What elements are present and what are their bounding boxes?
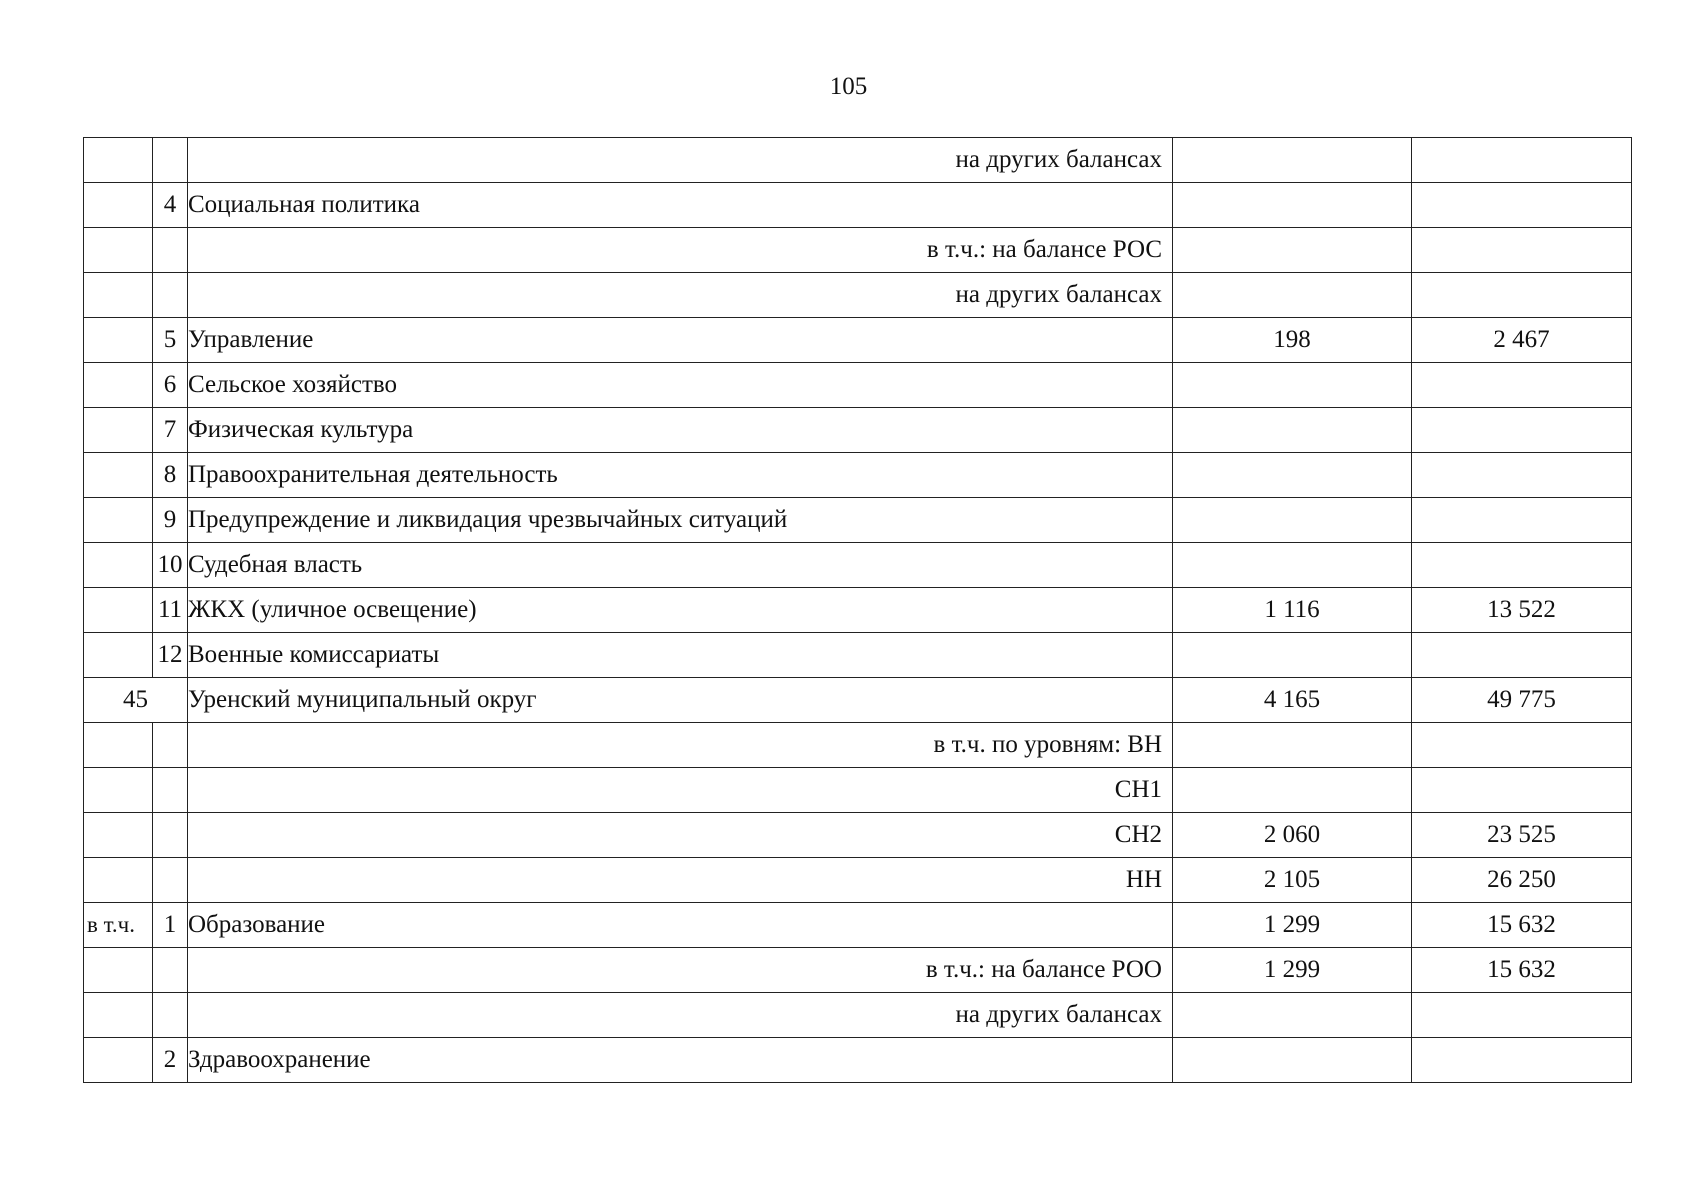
row-value1-cell — [1173, 273, 1412, 318]
row-name-cell: Правоохранительная деятельность — [188, 453, 1173, 498]
row-name-cell: НН — [188, 858, 1173, 903]
row-value2-cell: 26 250 — [1412, 858, 1632, 903]
row-name-cell: в т.ч.: на балансе РОО — [188, 948, 1173, 993]
page-number: 105 — [829, 73, 868, 100]
row-number-cell — [153, 723, 188, 768]
row-value2-cell — [1412, 183, 1632, 228]
table-row — [84, 903, 1632, 948]
row-value2-cell — [1412, 543, 1632, 588]
table-row — [84, 678, 1632, 723]
row-value2-cell — [1412, 1038, 1632, 1083]
row-value1-cell: 4 165 — [1173, 678, 1412, 723]
row-value1-cell — [1173, 453, 1412, 498]
row-value1-cell — [1173, 543, 1412, 588]
row-number-cell — [153, 858, 188, 903]
row-group-cell — [84, 768, 153, 813]
row-number-cell: 8 — [153, 453, 188, 498]
row-value2-cell — [1412, 768, 1632, 813]
row-value2-cell — [1412, 633, 1632, 678]
row-name-cell: Управление — [188, 318, 1173, 363]
row-value1-cell: 2 105 — [1173, 858, 1412, 903]
row-group-cell — [84, 228, 153, 273]
row-number-cell — [153, 813, 188, 858]
row-value2-cell — [1412, 408, 1632, 453]
row-value1-cell: 1 299 — [1173, 948, 1412, 993]
row-value1-cell — [1173, 633, 1412, 678]
row-name-cell: Образование — [188, 903, 1173, 948]
row-number-cell: 1 — [153, 903, 188, 948]
row-number-cell: 4 — [153, 183, 188, 228]
row-value2-cell — [1412, 723, 1632, 768]
row-value2-cell: 23 525 — [1412, 813, 1632, 858]
row-value2-cell — [1412, 993, 1632, 1038]
table-row — [84, 948, 1632, 993]
row-number-cell — [153, 948, 188, 993]
row-value2-cell: 15 632 — [1412, 948, 1632, 993]
table-row — [84, 498, 1632, 543]
row-value1-cell: 1 299 — [1173, 903, 1412, 948]
table-row — [84, 273, 1632, 318]
table-row — [84, 453, 1632, 498]
row-value1-cell — [1173, 183, 1412, 228]
row-name-cell: Социальная политика — [188, 183, 1173, 228]
row-number-cell — [153, 138, 188, 183]
row-number-cell: 10 — [153, 543, 188, 588]
row-number-cell: 11 — [153, 588, 188, 633]
row-name-cell: СН2 — [188, 813, 1173, 858]
row-number-cell — [153, 273, 188, 318]
row-name-cell: в т.ч. по уровням: ВН — [188, 723, 1173, 768]
table-row — [84, 633, 1632, 678]
row-group-cell — [84, 453, 153, 498]
row-number-cell: 2 — [153, 1038, 188, 1083]
row-number-cell: 7 — [153, 408, 188, 453]
row-name-cell: в т.ч.: на балансе РОС — [188, 228, 1173, 273]
table-row — [84, 228, 1632, 273]
row-value1-cell — [1173, 228, 1412, 273]
row-number-cell — [153, 993, 188, 1038]
row-group-cell — [84, 1038, 153, 1083]
row-group-cell — [84, 498, 153, 543]
row-group-cell: 45 — [84, 678, 188, 723]
row-group-cell — [84, 813, 153, 858]
row-value1-cell: 198 — [1173, 318, 1412, 363]
row-group-cell — [84, 138, 153, 183]
row-value1-cell — [1173, 768, 1412, 813]
row-value1-cell: 2 060 — [1173, 813, 1412, 858]
row-group-cell — [84, 723, 153, 768]
row-group-cell — [84, 408, 153, 453]
row-value1-cell — [1173, 363, 1412, 408]
row-value2-cell — [1412, 273, 1632, 318]
row-number-cell — [153, 228, 188, 273]
row-value1-cell — [1173, 993, 1412, 1038]
row-value2-cell — [1412, 138, 1632, 183]
row-number-cell: 9 — [153, 498, 188, 543]
row-name-cell: Судебная власть — [188, 543, 1173, 588]
row-name-cell: Военные комиссариаты — [188, 633, 1173, 678]
data-table — [83, 137, 1632, 1083]
row-name-cell: Предупреждение и ликвидация чрезвычайных ситуаций — [188, 498, 1173, 543]
row-value1-cell — [1173, 138, 1412, 183]
row-name-cell: ЖКХ (уличное освещение) — [188, 588, 1173, 633]
table-row — [84, 723, 1632, 768]
row-group-cell — [84, 363, 153, 408]
table-row — [84, 318, 1632, 363]
row-value2-cell: 49 775 — [1412, 678, 1632, 723]
row-value2-cell — [1412, 363, 1632, 408]
table-row — [84, 1038, 1632, 1083]
table-row — [84, 768, 1632, 813]
row-name-cell: Уренский муниципальный округ — [188, 678, 1173, 723]
table-row — [84, 858, 1632, 903]
table-row — [84, 183, 1632, 228]
row-group-cell — [84, 948, 153, 993]
table-row — [84, 588, 1632, 633]
row-value1-cell — [1173, 723, 1412, 768]
table-row — [84, 408, 1632, 453]
row-group-cell — [84, 543, 153, 588]
row-group-cell: в т.ч. — [84, 903, 153, 948]
row-value1-cell — [1173, 408, 1412, 453]
row-group-cell — [84, 993, 153, 1038]
row-group-cell — [84, 183, 153, 228]
row-value2-cell — [1412, 228, 1632, 273]
row-name-cell: Сельское хозяйство — [188, 363, 1173, 408]
row-name-cell: на других балансах — [188, 993, 1173, 1038]
row-value1-cell — [1173, 498, 1412, 543]
table-row — [84, 813, 1632, 858]
row-number-cell: 6 — [153, 363, 188, 408]
row-value2-cell: 13 522 — [1412, 588, 1632, 633]
row-group-cell — [84, 588, 153, 633]
row-group-cell — [84, 273, 153, 318]
table-row — [84, 363, 1632, 408]
row-name-cell: Физическая культура — [188, 408, 1173, 453]
row-value1-cell — [1173, 1038, 1412, 1083]
row-group-cell — [84, 858, 153, 903]
row-name-cell: на других балансах — [188, 273, 1173, 318]
table-row — [84, 993, 1632, 1038]
row-value2-cell — [1412, 498, 1632, 543]
row-group-cell — [84, 633, 153, 678]
row-name-cell: Здравоохранение — [188, 1038, 1173, 1083]
table-body — [84, 138, 1632, 1083]
row-name-cell: на других балансах — [188, 138, 1173, 183]
row-value2-cell: 15 632 — [1412, 903, 1632, 948]
row-group-cell — [84, 318, 153, 363]
table-row — [84, 138, 1632, 183]
row-value2-cell — [1412, 453, 1632, 498]
row-number-cell: 5 — [153, 318, 188, 363]
row-number-cell — [153, 768, 188, 813]
row-number-cell: 12 — [153, 633, 188, 678]
row-value2-cell: 2 467 — [1412, 318, 1632, 363]
row-value1-cell: 1 116 — [1173, 588, 1412, 633]
table-row — [84, 543, 1632, 588]
row-name-cell: СН1 — [188, 768, 1173, 813]
